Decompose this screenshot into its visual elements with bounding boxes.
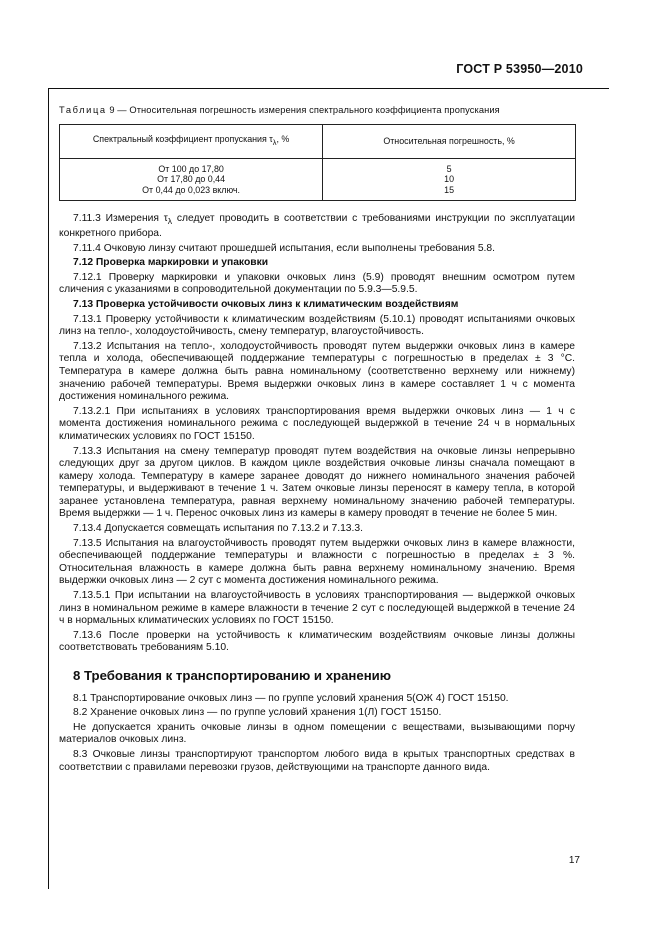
table-header-error: Относительная погрешность, % — [323, 124, 576, 158]
table-caption — [59, 104, 575, 117]
paragraph: 7.13.1 Проверку устойчивости к климатическим воздействиям (5.10.1) проводят испытаниями очковых линз на тепло-, холодоустойчивость, смену температур, влагоустойчивость. — [59, 313, 575, 338]
table-cell-range: От 0,44 до 0,023 включ. — [60, 185, 323, 201]
table-cell-range: От 17,80 до 0,44 — [60, 174, 323, 185]
lambda-subscript: λ — [167, 216, 173, 227]
subsection-heading: 7.12 Проверка маркировки и упаковки — [73, 257, 269, 269]
section-7-text — [59, 213, 575, 655]
paragraph: 7.12.1 Проверку маркировки и упаковки очковых линз (5.9) проводят внешним осмотром путем сличения с указаниями в сопроводительной документации по 5.9.3—5.9.5. — [59, 271, 575, 296]
paragraph-text: 7.11.3 Измерения τ — [73, 213, 168, 225]
paragraph: 8.3 Очковые линзы транспортируют транспортом любого вида в крытых транспортных средствах в соответствии с правилами перевозки грузов, действующими на транспорте данного вида. — [59, 748, 575, 773]
table-cell-error: 5 — [323, 158, 576, 174]
table-caption-text: 9 — Относительная погрешность измерения спектрального коэффициента пропускания — [106, 105, 500, 115]
paragraph: 7.13.4 Допускается совмещать испытания по 7.13.2 и 7.13.3. — [73, 523, 363, 535]
table-cell-error: 10 — [323, 174, 576, 185]
paragraph: 7.13.2 Испытания на тепло-, холодоустойчивость проводят путем выдержки очковых линз в камере тепла и холода, обеспечивающей поддержание температуры с погрешностью в пределах ± 3 °С. Температура в камере должна быть равна номинальному (соответственно верхнему или нижнему) значению рабочей температуры. Время выдержки очковых линз в камере составляет 1 ч с момента достижения номинального режима. — [59, 340, 575, 403]
paragraph: 8.1 Транспортирование очковых линз — по группе условий хранения 5(ОЖ 4) ГОСТ 15150. — [73, 692, 509, 704]
section-8-title: 8 Требования к транспортированию и хранению — [73, 668, 392, 684]
table-row — [60, 174, 576, 185]
paragraph: 7.13.3 Испытания на смену температур проводят путем воздействия на очковые линзы непрерывно следующих друг за другом циклов. В каждом цикле воздействия очковые линзы сначала помещают в камеру холода. Температуру в камере заранее доводят до нижнего номинального значения рабочей температуры, и выдерживают в течение 1 ч. Затем очковые линзы переносят в камеру тепла, в которой заранее установлена температура, равная верхнему номинальному значению рабочей температуры. Время выдержки — 1 ч. Перенос очковых линз из камеры в камеру проводят в течение не более 5 мин. — [59, 445, 575, 520]
table-row — [60, 185, 576, 201]
page-number: 17 — [568, 855, 580, 866]
document-code: ГОСТ Р 53950—2010 — [456, 62, 583, 76]
table-header-transmittance-text: Спектральный коэффициент пропускания τ — [92, 133, 273, 144]
section-8-text — [59, 693, 575, 775]
table-caption-word: Таблица — [59, 105, 107, 115]
table-cell-range: От 100 до 17,80 — [60, 158, 323, 174]
table-cell-error: 15 — [323, 185, 576, 201]
paragraph: 7.11.4 Очковую линзу считают прошедшей испытания, если выполнены требования 5.8. — [73, 242, 495, 254]
paragraph-text: следует проводить в соответствии с требованиями инструкции по эксплуатации конкретного прибора. — [59, 213, 575, 240]
paragraph: 7.13.5 Испытания на влагоустойчивость проводят путем выдержки очковых линз в камере влажности, обеспечивающей поддержание температуры и влажности с погрешностью в пределах ± 3 %. Относительная влажность в камере должна быть равна верхнему номинальному значению. Время выдержки очковых линз — 2 сут с момента достижения номинального режима. — [59, 537, 575, 587]
page-content — [59, 104, 575, 776]
table-header-transmittance-unit: , % — [276, 133, 290, 144]
paragraph: 7.13.5.1 При испытании на влагоустойчивость в условиях транспортирования — выдержкой очковых линз в номинальном режиме в камере влажности в течение 2 сут с последующей выдержкой в течение 24 ч в нормальных климатических условиях по ГОСТ 15150. — [59, 590, 575, 627]
lambda-subscript: λ — [272, 137, 277, 147]
paragraph — [59, 213, 575, 240]
paragraph: 7.13.6 После проверки на устойчивость к климатическим воздействиям очковые линзы должны соответствовать требованиям 5.10. — [59, 629, 575, 654]
subsection-heading: 7.13 Проверка устойчивости очковых линз к климатическим воздействиям — [73, 298, 459, 310]
paragraph: 8.2 Хранение очковых линз — по группе условий хранения 1(Л) ГОСТ 15150. — [73, 707, 442, 719]
table-row — [60, 158, 576, 174]
paragraph: Не допускается хранить очковые линзы в одном помещении с веществами, вызывающими порчу материалов очковых линз. — [59, 721, 575, 746]
paragraph: 7.13.2.1 При испытаниях в условиях транспортирования время выдержки очковых линз — 1 ч с момента достижения номинального режима с последующей выдержкой в течение 24 ч в нормальных климатических условиях по ГОСТ 15150. — [59, 405, 575, 442]
table-header-transmittance — [60, 124, 323, 158]
spectral-error-table — [59, 124, 576, 202]
